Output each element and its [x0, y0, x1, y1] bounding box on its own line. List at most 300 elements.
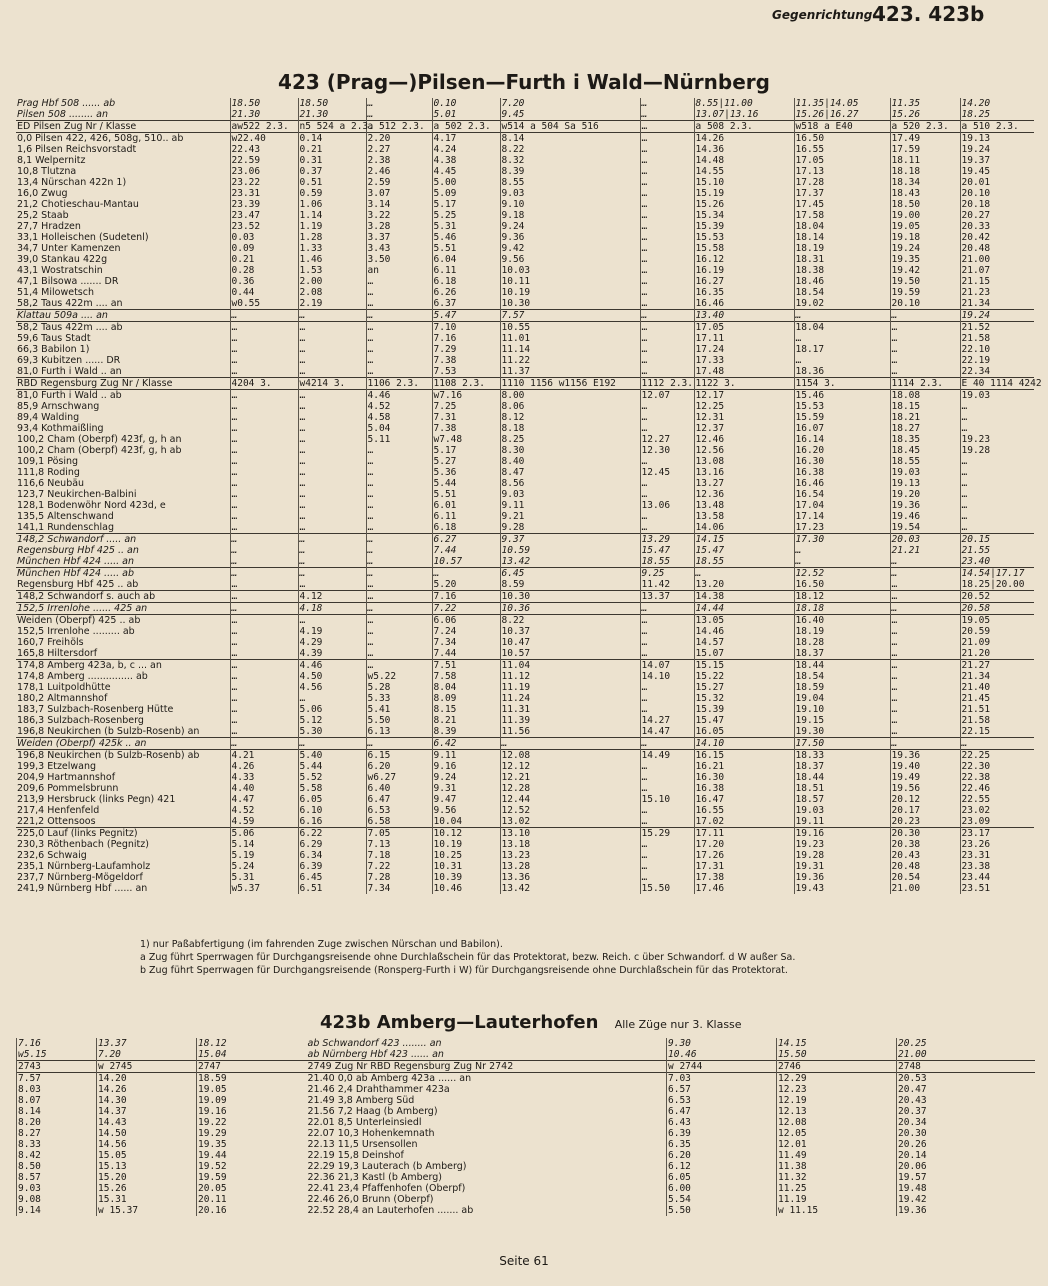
table-row [16, 199, 1034, 210]
station-cell: 152,5 Irrenlohe ......... ab [17, 626, 135, 637]
time-cell: 11.35 [890, 98, 960, 109]
time-cell: … [230, 660, 298, 672]
time-cell: 11.01 [500, 333, 640, 344]
time-cell: … [640, 188, 694, 199]
time-cell: 14.55 [694, 166, 794, 177]
time-cell: 7.05 [366, 828, 432, 840]
time-cell: 20.42 [960, 232, 1034, 243]
time-cell: … [298, 489, 366, 500]
time-cell: 6.15 [366, 750, 432, 762]
time-cell: 7.22 [432, 603, 500, 615]
time-cell: 5.09 [432, 188, 500, 199]
station-cell: 8.33 [17, 1139, 97, 1150]
time-cell: 12.13 [777, 1106, 897, 1117]
time-cell: 5.01 [432, 109, 500, 121]
time-cell: … [366, 489, 432, 500]
time-cell: 20.14 [897, 1150, 1035, 1161]
time-cell: 14.10 [694, 738, 794, 750]
time-cell: 21.45 [960, 693, 1034, 704]
time-cell: 13.42 [500, 556, 640, 568]
time-cell: 5.00 [432, 177, 500, 188]
time-cell: … [640, 772, 694, 783]
time-cell: … [890, 322, 960, 334]
time-cell: 4.38 [432, 155, 500, 166]
time-cell: 7.38 [432, 423, 500, 434]
time-cell: … [366, 534, 432, 546]
time-cell: 4.33 [230, 772, 298, 783]
time-cell: 19.05 [890, 221, 960, 232]
time-cell: … [298, 615, 366, 627]
time-cell: 19.04 [794, 693, 890, 704]
time-cell: 6.04 [432, 254, 500, 265]
time-cell: … [230, 522, 298, 534]
table-row [16, 726, 1034, 738]
table-row [16, 671, 1034, 682]
time-cell: 16.54 [794, 489, 890, 500]
time-cell: 22.46 [960, 783, 1034, 794]
station-cell: ED Pilsen Zug Nr / Klasse [16, 121, 230, 133]
time-cell: 2746 [777, 1061, 897, 1073]
time-cell: 17.31 [694, 861, 794, 872]
time-cell: … [230, 682, 298, 693]
time-cell: 2.38 [366, 155, 432, 166]
time-cell: 21.23 [960, 287, 1034, 298]
station-cell: 43,1 Wostratschin [17, 265, 103, 276]
table-row [16, 615, 1034, 627]
time-cell: … [640, 366, 694, 378]
time-cell: 18.59 [197, 1073, 307, 1085]
time-cell: a 508 2.3. [694, 121, 794, 133]
table-row [16, 603, 1034, 615]
station-cell: 148,2 Schwandorf ..... an [16, 534, 230, 546]
time-cell: 17.24 [694, 344, 794, 355]
time-cell: 20.38 [890, 839, 960, 850]
time-cell: 13.20 [694, 579, 794, 591]
time-cell: 15.27 [694, 682, 794, 693]
time-cell: 15.22 [694, 671, 794, 682]
station-cell: München Hbf 424 ..... an [17, 556, 135, 567]
time-cell: … [366, 366, 432, 378]
table-row [16, 232, 1034, 243]
time-cell: 18.55 [640, 556, 694, 568]
time-cell: 21.58 [960, 715, 1034, 726]
station-cell: 186,3 Sulzbach-Rosenberg [17, 715, 144, 726]
station-cell: 178,1 Luitpoldhütte [17, 682, 111, 693]
time-cell: … [890, 704, 960, 715]
time-cell: … [230, 434, 298, 445]
time-cell: 19.46 [890, 511, 960, 522]
time-cell: a 512 2.3. [366, 121, 432, 133]
time-cell: … [298, 310, 366, 322]
time-cell: 6.58 [366, 816, 432, 828]
time-cell: aw522 2.3. [230, 121, 298, 133]
time-cell: 18.51 [794, 783, 890, 794]
station-cell: 8.14 [17, 1106, 97, 1117]
time-cell: 8.09 [432, 693, 500, 704]
time-cell: 5.19 [230, 850, 298, 861]
time-cell: 8.06 [500, 401, 640, 412]
time-cell: 12.28 [500, 783, 640, 794]
time-cell: 19.31 [794, 861, 890, 872]
time-cell: 22.15 [960, 726, 1034, 738]
time-cell: … [366, 637, 432, 648]
time-cell: 17.59 [890, 144, 960, 155]
time-cell: 1.46 [298, 254, 366, 265]
table-row [16, 401, 1034, 412]
time-cell: 4.17 [432, 133, 500, 145]
time-cell: 19.35 [890, 254, 960, 265]
time-cell: 12.37 [694, 423, 794, 434]
time-cell: … [640, 287, 694, 298]
time-cell: 1108 2.3. [432, 378, 500, 390]
time-cell: a 510 2.3. [960, 121, 1034, 133]
time-cell: 18.55 [890, 456, 960, 467]
time-cell: 23.52 [230, 221, 298, 232]
station-cell: 7.16 [17, 1038, 97, 1049]
time-cell: … [298, 456, 366, 467]
time-cell: … [640, 344, 694, 355]
time-cell: 8.55 [500, 177, 640, 188]
time-cell: 6.12 [667, 1161, 777, 1172]
station-cell: 2743 [17, 1061, 97, 1073]
time-cell: 1.06 [298, 199, 366, 210]
time-cell: 16.30 [794, 456, 890, 467]
time-cell: … [366, 738, 432, 750]
time-cell: 9.24 [432, 772, 500, 783]
time-cell: 19.29 [197, 1128, 307, 1139]
table-row [16, 254, 1034, 265]
station-cell: 7.57 [17, 1073, 97, 1085]
table-423b-subtitle: Alle Züge nur 3. Klasse [614, 1018, 742, 1031]
time-cell: … [640, 478, 694, 489]
table-row [16, 816, 1034, 828]
time-cell: 20.17 [890, 805, 960, 816]
time-cell: 13.18 [500, 839, 640, 850]
time-cell: 2748 [897, 1061, 1035, 1073]
time-cell: an [366, 265, 432, 276]
time-cell: 11.12 [500, 671, 640, 682]
time-cell: 5.28 [366, 682, 432, 693]
table-row [16, 98, 1034, 109]
table-row [16, 883, 1034, 894]
station-cell: 0,0 Pilsen 422, 426, 508g, 510.. ab [16, 133, 230, 145]
time-cell: 22.52 28,4 an Lauterhofen ....... ab [307, 1205, 474, 1216]
time-cell: 16.46 [794, 478, 890, 489]
time-cell: … [230, 615, 298, 627]
time-cell: 22.38 [960, 772, 1034, 783]
table-row [17, 1038, 1035, 1049]
time-cell: 0.51 [298, 177, 366, 188]
time-cell: 19.40 [890, 761, 960, 772]
time-cell: 19.20 [890, 489, 960, 500]
time-cell: 18.54 [794, 671, 890, 682]
time-cell: 0.28 [230, 265, 298, 276]
time-cell: … [230, 534, 298, 546]
table-423-title: 423 (Prag—)Pilsen—Furth i Wald—Nürnberg [278, 70, 770, 94]
time-cell: 10.11 [500, 276, 640, 287]
time-cell: 15.47 [694, 545, 794, 556]
time-cell: 23.44 [960, 872, 1034, 883]
time-cell: 7.25 [432, 401, 500, 412]
table-row [16, 243, 1034, 254]
time-cell: 10.03 [500, 265, 640, 276]
time-cell: 7.34 [432, 637, 500, 648]
time-cell: ab Nürnberg Hbf 423 ...... an [307, 1049, 444, 1060]
time-cell: … [230, 715, 298, 726]
time-cell: ab Schwandorf 423 ........ an [307, 1038, 442, 1049]
time-cell: … [640, 805, 694, 816]
time-cell: 21.56 7,2 Haag (b Amberg) [307, 1106, 438, 1117]
time-cell: 20.43 [897, 1095, 1035, 1106]
time-cell: 15.10 [640, 794, 694, 805]
time-cell: 23.09 [960, 816, 1034, 828]
time-cell: 7.20 [97, 1049, 197, 1061]
time-cell: … [640, 872, 694, 883]
time-cell: 16.07 [794, 423, 890, 434]
time-cell: 14.15 [694, 534, 794, 546]
time-cell: 17.11 [694, 333, 794, 344]
time-cell: 19.03 [960, 390, 1034, 402]
time-cell: 16.21 [694, 761, 794, 772]
time-cell: 21.34 [960, 671, 1034, 682]
time-cell: 17.05 [794, 155, 890, 166]
time-cell: 2.08 [298, 287, 366, 298]
time-cell: … [366, 298, 432, 310]
time-cell: 9.28 [500, 522, 640, 534]
table-row [16, 772, 1034, 783]
time-cell: 21.30 [298, 109, 366, 121]
time-cell: 19.10 [794, 704, 890, 715]
time-cell: … [640, 133, 694, 145]
time-cell: 11.32 [777, 1172, 897, 1183]
time-cell: 9.18 [500, 210, 640, 221]
time-cell: 6.22 [298, 828, 366, 840]
time-cell: 18.45 [890, 445, 960, 456]
station-cell: 39,0 Stankau 422g [17, 254, 108, 265]
time-cell: … [890, 568, 960, 580]
time-cell: 8.15 [432, 704, 500, 715]
time-cell: 13.10 [500, 828, 640, 840]
time-cell: 2747 [197, 1061, 307, 1073]
time-cell: 1112 2.3. [641, 378, 693, 389]
table-row [17, 1161, 1035, 1172]
time-cell: 8.12 [500, 412, 640, 423]
time-cell: 7.16 [432, 333, 500, 344]
station-cell: 47,1 Bilsowa ....... DR [17, 276, 119, 287]
table-423b-title-text: 423b Amberg—Lauterhofen [320, 1012, 599, 1033]
time-cell: 15.05 [97, 1150, 197, 1161]
time-cell: 1122 3. [694, 378, 794, 390]
time-cell: 19.36 [794, 872, 890, 883]
time-cell: 6.43 [667, 1117, 777, 1128]
table-row [16, 298, 1034, 310]
station-cell: 59,6 Taus Stadt [17, 333, 91, 344]
time-cell: 10.37 [500, 626, 640, 637]
time-cell: w514 a 504 Sa 516 [500, 121, 640, 133]
time-cell: 6.16 [298, 816, 366, 828]
table-row [16, 738, 1034, 750]
table-row [16, 221, 1034, 232]
time-cell: 7.18 [366, 850, 432, 861]
time-cell: 0.09 [230, 243, 298, 254]
time-cell: 19.30 [794, 726, 890, 738]
time-cell: 15.39 [694, 221, 794, 232]
time-cell: 18.18 [794, 603, 890, 615]
time-cell: 19.54 [890, 522, 960, 534]
table-row [16, 265, 1034, 276]
time-cell: 8.55|11.00 [694, 98, 794, 109]
time-cell: 19.59 [197, 1172, 307, 1183]
time-cell: 19.13 [960, 133, 1034, 145]
time-cell: 6.00 [667, 1183, 777, 1194]
time-cell: 5.04 [366, 423, 432, 434]
time-cell: 11.22 [500, 355, 640, 366]
time-cell: 6.57 [667, 1084, 777, 1095]
table-row [16, 155, 1034, 166]
time-cell: 12.17 [694, 390, 794, 402]
time-cell: 18.50 [890, 199, 960, 210]
time-cell: 13.07|13.16 [694, 109, 794, 121]
time-cell: 15.47 [640, 545, 694, 556]
time-cell: … [366, 556, 432, 568]
time-cell: 5.58 [298, 783, 366, 794]
time-cell: 12.07 [640, 390, 694, 402]
time-cell: 22.07 10,3 Hohenkemnath [307, 1128, 435, 1139]
time-cell: … [640, 109, 694, 121]
time-cell: 15.39 [694, 704, 794, 715]
time-cell: … [298, 693, 366, 704]
time-cell: 12.52 [500, 805, 640, 816]
time-cell: 14.44 [694, 603, 794, 615]
time-cell: 2.19 [298, 298, 366, 310]
time-cell: … [890, 715, 960, 726]
time-cell: 4.59 [230, 816, 298, 828]
station-cell: 116,6 Neubäu [17, 478, 85, 489]
table-row [16, 750, 1034, 762]
time-cell: 5.06 [298, 704, 366, 715]
time-cell: 13.05 [694, 615, 794, 627]
time-cell: … [230, 500, 298, 511]
footnote-a: a Zug führt Sperrwagen für Durchgangsreisende ohne Durchlaßschein für das Protektorat, bezw. Reich. c über Schwandorf. d W außer Sa. [140, 952, 796, 963]
time-cell: 9.11 [500, 500, 640, 511]
time-cell: 18.55 [694, 556, 794, 568]
time-cell: 19.57 [897, 1172, 1035, 1183]
time-cell: 5.50 [366, 715, 432, 726]
time-cell: 17.13 [794, 166, 890, 177]
time-cell: 17.49 [890, 133, 960, 145]
time-cell: 8.22 [500, 144, 640, 155]
time-cell: 7.28 [366, 872, 432, 883]
time-cell: 6.45 [500, 568, 640, 580]
station-cell: 100,2 Cham (Oberpf) 423f, g, h ab [17, 445, 182, 456]
time-cell: 4.26 [230, 761, 298, 772]
time-cell: 18.34 [890, 177, 960, 188]
time-cell: 22.25 [960, 750, 1034, 762]
time-cell: 21.51 [960, 704, 1034, 715]
time-cell: 2.59 [366, 177, 432, 188]
time-cell: 21.21 [890, 545, 960, 556]
table-row [16, 456, 1034, 467]
time-cell: 13.28 [500, 861, 640, 872]
time-cell: … [298, 401, 366, 412]
time-cell: 10.39 [432, 872, 500, 883]
time-cell: 7.24 [432, 626, 500, 637]
time-cell: … [366, 276, 432, 287]
time-cell: 3.37 [366, 232, 432, 243]
time-cell: … [298, 467, 366, 478]
time-cell: 16.55 [694, 805, 794, 816]
time-cell: 7.51 [432, 660, 500, 672]
station-cell: 27,7 Hradzen [17, 221, 81, 232]
time-cell: 5.36 [432, 467, 500, 478]
time-cell: … [230, 401, 298, 412]
time-cell: … [640, 298, 694, 310]
time-cell: 20.27 [960, 210, 1034, 221]
time-cell: 18.43 [890, 188, 960, 199]
time-cell: 13.16 [694, 467, 794, 478]
time-cell: … [366, 545, 432, 556]
time-cell: 7.38 [432, 355, 500, 366]
time-cell: 22.34 [960, 366, 1034, 378]
time-cell: 15.59 [794, 412, 890, 423]
table-row [16, 761, 1034, 772]
time-cell: 7.10 [432, 322, 500, 334]
time-cell: w5.37 [230, 883, 298, 894]
time-cell: … [890, 591, 960, 603]
time-cell: … [640, 232, 694, 243]
time-cell: 17.23 [794, 522, 890, 534]
time-cell: 9.45 [500, 109, 640, 121]
time-cell: 19.44 [197, 1150, 307, 1161]
table-row [17, 1172, 1035, 1183]
time-cell: 14.06 [694, 522, 794, 534]
time-cell: 18.19 [794, 626, 890, 637]
time-cell: 19.02 [794, 298, 890, 310]
time-cell: … [960, 456, 1034, 467]
time-cell: … [640, 199, 694, 210]
time-cell: E 40 1114 4242 [961, 378, 1042, 389]
time-cell: 23.47 [230, 210, 298, 221]
time-cell: 21.07 [960, 265, 1034, 276]
time-cell: 6.20 [667, 1150, 777, 1161]
station-cell: 141,1 Rundenschlag [17, 522, 115, 533]
time-cell: 2.46 [366, 166, 432, 177]
time-cell: … [640, 511, 694, 522]
time-cell: 19.11 [794, 816, 890, 828]
time-cell: 14.10 [640, 671, 694, 682]
time-cell: 16.12 [694, 254, 794, 265]
time-cell: 6.18 [432, 276, 500, 287]
station-cell: 148,2 Schwandorf s. auch ab [16, 591, 230, 603]
table-row [16, 511, 1034, 522]
table-row [16, 133, 1034, 145]
time-cell: 5.40 [298, 750, 366, 762]
time-cell: 6.10 [298, 805, 366, 816]
time-cell: … [230, 579, 298, 591]
time-cell: … [794, 545, 890, 556]
time-cell: 4.52 [366, 401, 432, 412]
time-cell: … [890, 660, 960, 672]
time-cell: 21.34 [960, 298, 1034, 310]
time-cell: 16.35 [694, 287, 794, 298]
time-cell: 14.50 [97, 1128, 197, 1139]
time-cell: 11.49 [777, 1150, 897, 1161]
time-cell: 7.22 [366, 861, 432, 872]
station-cell: 9.08 [17, 1194, 97, 1205]
time-cell: 10.36 [500, 603, 640, 615]
table-row [16, 344, 1034, 355]
time-cell: 18.25|20.00 [960, 579, 1034, 591]
